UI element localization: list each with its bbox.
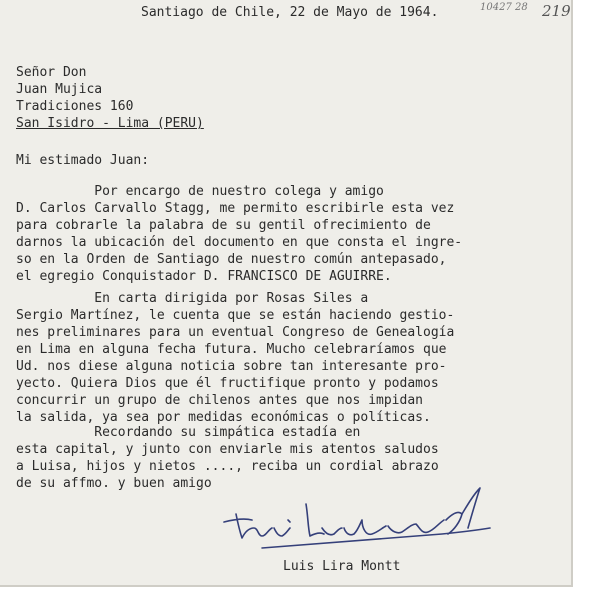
paragraph-line: en Lima en alguna fecha futura. Mucho celebraríamos que [16, 342, 447, 357]
recipient-line-3: Tradiciones 160 [16, 99, 134, 114]
paragraph-line: esta capital, y junto con enviarle mis atentos saludos [16, 442, 439, 457]
paragraph-line: a Luisa, hijos y nietos ...., reciba un cordial abrazo [16, 459, 439, 474]
paragraph-line: el egregio Conquistador D. FRANCISCO DE AGUIRRE. [16, 269, 392, 284]
signature-scribble [222, 484, 512, 564]
paragraph-3 [16, 424, 439, 492]
paragraph-line: yecto. Quiera Dios que él fructifique pronto y podamos [16, 376, 439, 391]
paragraph-line: En carta dirigida por Rosas Siles a [16, 291, 369, 306]
paragraph-line: la salida, ya sea por medidas económicas o políticas. [16, 410, 431, 425]
paragraph-line: nes preliminares para un eventual Congreso de Genealogía [16, 325, 455, 340]
paragraph-line: Recordando su simpática estadía en [16, 425, 361, 440]
recipient-line-4: San Isidro - Lima (PERU) [16, 116, 204, 131]
paragraph-line: darnos la ubicación del documento en que consta el ingre- [16, 235, 463, 250]
paragraph-line: Por encargo de nuestro colega y amigo [16, 184, 384, 199]
paragraph-1 [16, 183, 462, 285]
paragraph-line: de su affmo. y buen amigo [16, 476, 212, 491]
paragraph-line: so en la Orden de Santiago de nuestro común antepasado, [16, 252, 447, 267]
paragraph-line: Sergio Martínez, le cuenta que se están haciendo gestio- [16, 308, 455, 323]
paragraph-line: Ud. nos diese alguna noticia sobre tan interesante pro- [16, 359, 447, 374]
archive-reference: 10427 28 [480, 2, 528, 13]
typed-signature-name: Luis Lira Montt [283, 559, 401, 574]
paragraph-line: D. Carlos Carvallo Stagg, me permito escribirle esta vez [16, 201, 455, 216]
recipient-line-1: Señor Don [16, 65, 87, 80]
paragraph-2 [16, 290, 454, 426]
date-line: Santiago de Chile, 22 de Mayo de 1964. [141, 5, 439, 20]
handwritten-signature [222, 484, 512, 564]
recipient-line-2: Juan Mujica [16, 82, 103, 97]
archive-number: 219 [542, 2, 571, 20]
paragraph-line: concurrir un grupo de chilenos antes que nos impidan [16, 393, 423, 408]
salutation: Mi estimado Juan: [16, 153, 150, 168]
paragraph-line: para cobrarle la palabra de su gentil ofrecimiento de [16, 218, 431, 233]
